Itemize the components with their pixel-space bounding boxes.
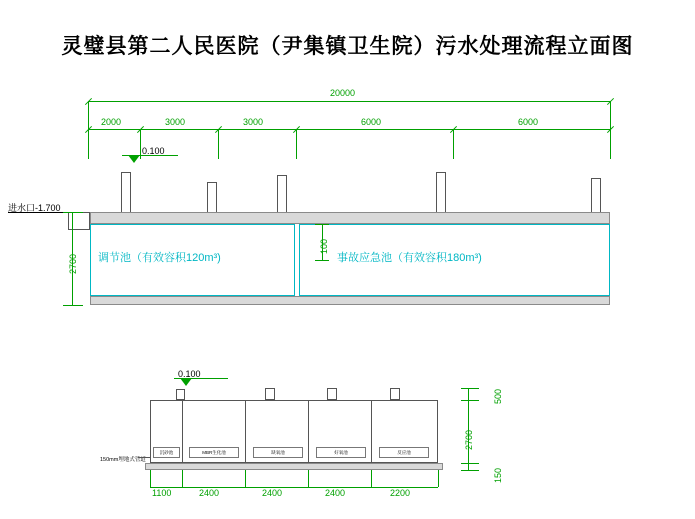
vent-stack-4 <box>436 172 446 214</box>
chamber-label-1: MBR生化池 <box>202 450 226 455</box>
seg-ext-2 <box>218 129 219 159</box>
right-dim-text-2: 150 <box>493 467 503 483</box>
page-title: 灵璧县第二人民医院（尹集镇卫生院）污水处理流程立面图 <box>61 34 634 58</box>
vent-stack-b3 <box>327 388 337 400</box>
seg-dim-text-2: 3000 <box>243 117 264 127</box>
level-marker-triangle-top <box>128 155 140 163</box>
unit-divider-4 <box>371 400 372 463</box>
height-dim-ext-top <box>63 212 83 213</box>
tank-emergency-label: 事故应急池（有效容积180m³) <box>337 252 482 264</box>
bottom-dim-text-1: 2400 <box>199 488 220 498</box>
bottom-dim-ext-2 <box>245 470 246 487</box>
bottom-dim-ext-4 <box>371 470 372 487</box>
vent-stack-1 <box>121 172 131 214</box>
overall-dim-ext-right <box>610 101 611 129</box>
height-dim-ext-bottom <box>63 305 83 306</box>
chamber-label-3: 好氧池 <box>334 450 348 455</box>
seg-ext-0 <box>88 129 89 159</box>
chamber-label-4: 反应池 <box>397 450 411 455</box>
bottom-base-slab <box>90 296 610 305</box>
bottom-dim-ext-5 <box>438 470 439 487</box>
vent-stack-3 <box>277 175 287 214</box>
level-mark-bottom: 0.100 <box>178 369 201 379</box>
seg-dim-text-4: 6000 <box>518 117 539 127</box>
inlet-label: 进水口-1.700 <box>8 203 61 213</box>
bottom-dim-ext-0 <box>150 470 151 487</box>
unit-base-slab <box>145 463 443 470</box>
wall-dim-ext-top <box>315 224 329 225</box>
right-dim-ext-mid2 <box>461 463 479 464</box>
bottom-dim-text-3: 2400 <box>325 488 346 498</box>
bottom-dim-ext-3 <box>308 470 309 487</box>
segment-dim-line <box>88 129 610 130</box>
top-cover-slab <box>90 212 610 224</box>
bottom-dim-text-4: 2200 <box>390 488 411 498</box>
chamber-label-0: 沉砂池 <box>159 450 174 455</box>
overall-dim-ext-left <box>88 101 89 129</box>
overall-dim-line <box>88 101 610 102</box>
seg-dim-text-0: 2000 <box>101 117 122 127</box>
right-dim-ext-bottom <box>461 470 479 471</box>
bottom-dim-text-0: 1100 <box>152 488 172 498</box>
seg-dim-text-1: 3000 <box>165 117 186 127</box>
seg-dim-text-3: 6000 <box>361 117 382 127</box>
height-dim-text: 2700 <box>68 253 78 274</box>
unit-divider-2 <box>245 400 246 463</box>
wall-dim-ext-bottom <box>315 260 329 261</box>
level-mark-top: 0.100 <box>142 146 165 156</box>
wall-dim-text: 100 <box>319 238 329 254</box>
overall-dim-text: 20000 <box>330 88 356 98</box>
vent-stack-5 <box>591 178 601 214</box>
right-dim-ext-top <box>461 388 479 389</box>
tank-adjust-label: 调节池（有效容积120m³) <box>98 252 221 264</box>
seg-ext-4 <box>453 129 454 159</box>
unit-divider-1 <box>182 400 183 463</box>
right-dim-text-1: 2700 <box>464 429 474 450</box>
chamber-label-2: 缺氧池 <box>271 450 285 455</box>
vent-stack-b4 <box>390 388 400 400</box>
right-dim-text-0: 500 <box>493 388 503 404</box>
seg-ext-3 <box>296 129 297 159</box>
unit-divider-3 <box>308 400 309 463</box>
bottom-dim-ext-1 <box>182 470 183 487</box>
vent-stack-b1 <box>176 389 185 400</box>
seg-ext-5 <box>610 129 611 159</box>
right-dim-ext-mid1 <box>461 400 479 401</box>
level-marker-triangle-bottom <box>180 378 192 386</box>
pipe-label: 150mm埋地式管道 <box>100 457 146 463</box>
bottom-dim-text-2: 2400 <box>262 488 283 498</box>
inlet-leader-line <box>8 212 70 213</box>
vent-stack-2 <box>207 182 217 214</box>
pipe-leader-line <box>138 457 151 458</box>
vent-stack-b2 <box>265 388 275 400</box>
